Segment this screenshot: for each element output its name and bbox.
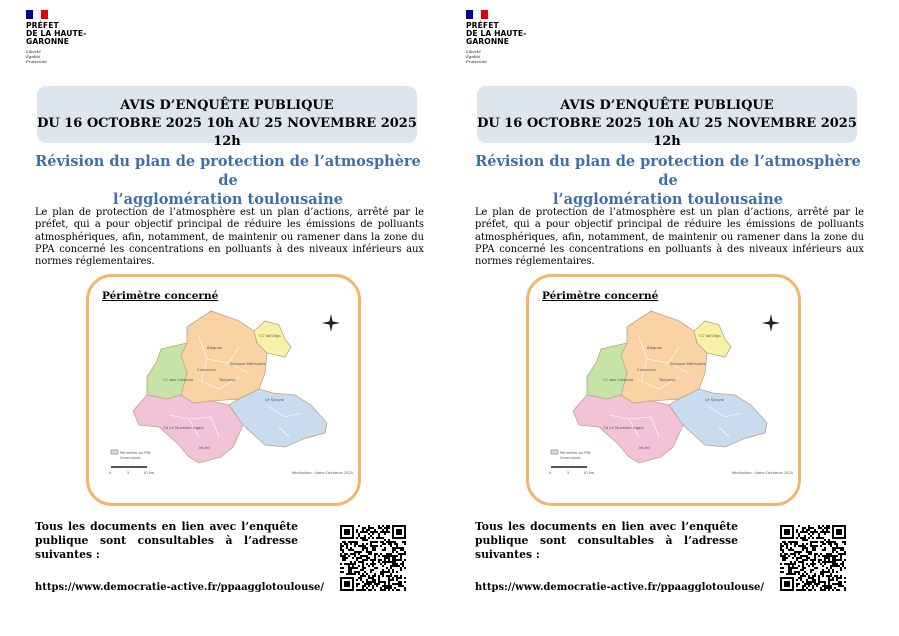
map-label: 10 km <box>143 471 155 475</box>
compass-rose-icon <box>762 314 780 332</box>
map-label: Colomiers <box>637 367 656 372</box>
map-label: Communes <box>120 456 141 460</box>
compass-rose-icon <box>322 314 340 332</box>
map-label: Réalisation : Atmo Occitanie 2025 <box>732 471 794 475</box>
notice-heading-dates: DU 16 OCTOBRE 2025 10h AU 25 NOVEMBRE 2025 12h <box>477 116 857 149</box>
poster-left <box>10 0 450 636</box>
map-label: CA Le Muretain Agglo <box>163 425 204 430</box>
map-label: Toulouse Métropole <box>669 361 706 366</box>
map-zone-toulouse-metropole <box>181 311 267 403</box>
notice-subtitle: Révision du plan de protection de l’atmosphère de l’agglomération toulousaine <box>35 153 421 208</box>
map-label: Toulouse <box>219 377 236 382</box>
map-label: Périmètre du PPA <box>560 451 591 455</box>
map-label: CC des Coteaux <box>163 377 194 382</box>
french-flag-icon <box>466 10 488 19</box>
map-label: Colomiers <box>197 367 216 372</box>
map-label: CC Val'Aïgo <box>699 333 721 338</box>
map-zone-west <box>587 343 627 399</box>
notice-heading-dates: DU 16 OCTOBRE 2025 10h AU 25 NOVEMBRE 2025 12h <box>37 116 417 149</box>
notice-description: Le plan de protection de l’atmosphère est un plan d’actions, arrêté par le préfet, qui a pour objectif principal de réduire les émissions de polluants atmosphériques, afin, notamment, de maintenir ou ramener dans la zone du PPA concerné les concentrations en polluants à des niveaux inférieurs aux normes réglementaires. <box>475 207 864 268</box>
notice-heading-line1: AVIS D’ENQUÊTE PUBLIQUE <box>120 98 334 113</box>
map-title: Périmètre concerné <box>542 290 659 302</box>
map-label: Réalisation : Atmo Occitanie 2025 <box>292 471 354 475</box>
map-label: Toulouse <box>659 377 676 382</box>
legend-swatch <box>551 450 558 454</box>
qr-code[interactable] <box>780 525 846 591</box>
perimeter-map <box>529 277 798 503</box>
logo-title: PRÉFET DE LA HAUTE- GARONNE <box>26 21 87 47</box>
map-label: Blagnac <box>647 345 663 350</box>
documents-text: Tous les documents en lien avec l’enquête publique sont consultables à l’adresse suivantes : <box>475 520 738 561</box>
logo-title: PRÉFET DE LA HAUTE- GARONNE <box>466 21 527 47</box>
map-label: 5 <box>127 471 130 475</box>
map-label: Toulouse Métropole <box>229 361 266 366</box>
legend-swatch <box>111 450 118 454</box>
notice-description: Le plan de protection de l’atmosphère est un plan d’actions, arrêté par le préfet, qui a pour objectif principal de réduire les émissions de polluants atmosphériques, afin, notamment, de maintenir ou ramener dans la zone du PPA concerné les concentrations en polluants à des niveaux inférieurs aux normes réglementaires. <box>35 207 424 268</box>
prefet-logo <box>466 10 556 64</box>
map-label: Muret <box>199 445 210 450</box>
map-label: Le Sicoval <box>265 397 285 402</box>
perimeter-map <box>89 277 358 503</box>
map-label: Communes <box>560 456 581 460</box>
french-flag-icon <box>26 10 48 19</box>
poster-right <box>450 0 890 636</box>
map-label: 5 <box>567 471 570 475</box>
perimeter-map-frame <box>526 274 801 506</box>
logo-motto: Liberté Égalité Fraternité <box>466 48 487 64</box>
scale-bar <box>111 466 147 468</box>
map-label: 0 <box>109 471 112 475</box>
map-label: 0 <box>549 471 552 475</box>
prefet-logo <box>26 10 116 64</box>
map-label: 10 km <box>583 471 595 475</box>
map-label: Blagnac <box>207 345 223 350</box>
map-title: Périmètre concerné <box>102 290 219 302</box>
map-zone-west <box>147 343 187 399</box>
notice-heading <box>37 86 417 149</box>
map-label: Périmètre du PPA <box>120 451 151 455</box>
perimeter-map-frame <box>86 274 361 506</box>
notice-heading <box>477 86 857 149</box>
consultation-url[interactable]: https://www.democratie-active.fr/ppaagglotoulouse/ <box>475 582 765 593</box>
map-label: CC Val'Aïgo <box>259 333 281 338</box>
map-label: Muret <box>639 445 650 450</box>
map-label: Le Sicoval <box>705 397 725 402</box>
scale-bar <box>551 466 587 468</box>
notice-subtitle: Révision du plan de protection de l’atmosphère de l’agglomération toulousaine <box>475 153 861 208</box>
map-label: CA Le Muretain Agglo <box>603 425 644 430</box>
logo-motto: Liberté Égalité Fraternité <box>26 48 47 64</box>
consultation-url[interactable]: https://www.democratie-active.fr/ppaagglotoulouse/ <box>35 582 325 593</box>
map-label: CC des Coteaux <box>603 377 634 382</box>
documents-text: Tous les documents en lien avec l’enquête publique sont consultables à l’adresse suivantes : <box>35 520 298 561</box>
notice-heading-line1: AVIS D’ENQUÊTE PUBLIQUE <box>560 98 774 113</box>
qr-code[interactable] <box>340 525 406 591</box>
map-zone-toulouse-metropole <box>621 311 707 403</box>
